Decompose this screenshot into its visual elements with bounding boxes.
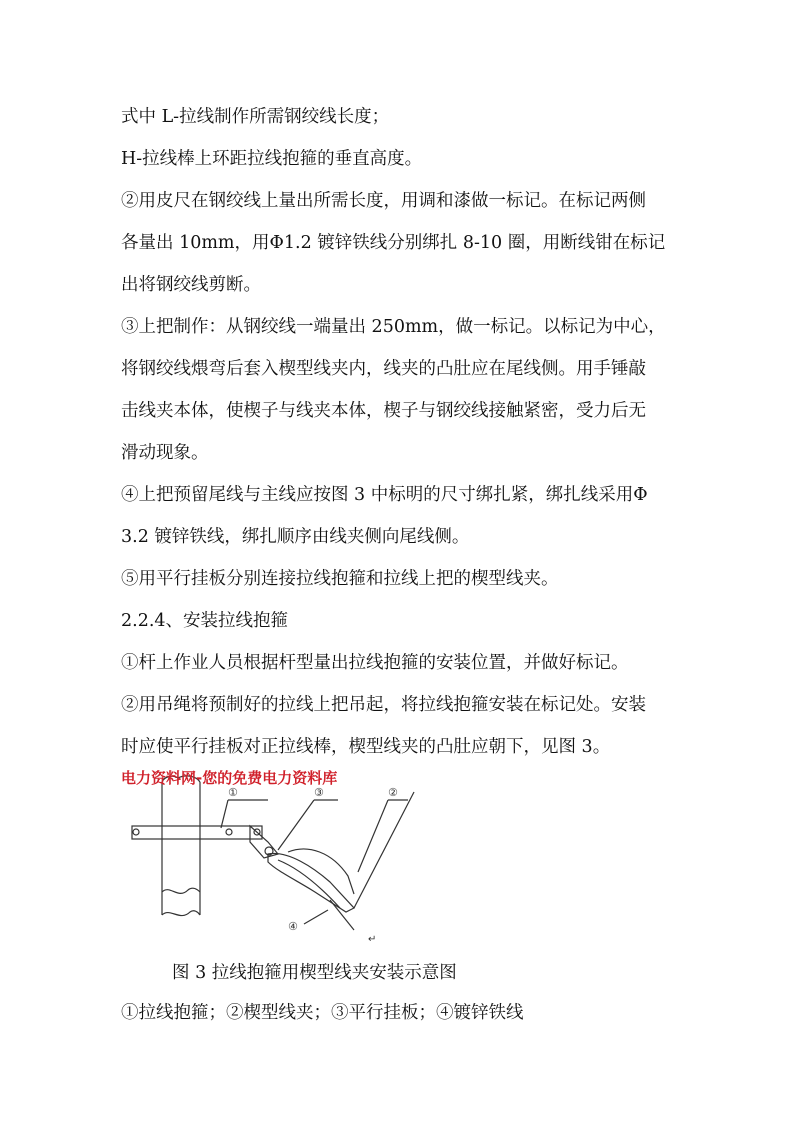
text-line-8: 击线夹本体，使楔子与线夹本体，楔子与钢绞线接触紧密，受力后无 <box>121 401 646 421</box>
leader-3 <box>278 800 314 850</box>
text-line-9: 滑动现象。 <box>121 443 209 463</box>
figure-caption: 图 3 拉线抱箍用楔型线夹安装示意图 <box>172 963 457 983</box>
callout-1: ① <box>228 786 238 799</box>
callout-3: ③ <box>314 786 324 799</box>
figure-3-diagram <box>118 772 418 947</box>
text-line-7: 将钢绞线煨弯后套入楔型线夹内，线夹的凸肚应在尾线侧。用手锤敲 <box>121 359 646 379</box>
wedge-bulge <box>288 849 354 894</box>
text-line-14: ①杆上作业人员根据杆型量出拉线抱箍的安装位置，并做好标记。 <box>121 653 629 673</box>
text-line-16: 时应使平行挂板对正拉线棒，楔型线夹的凸肚应朝下，见图 3。 <box>121 737 611 757</box>
text-line-12: ⑤用平行挂板分别连接拉线抱箍和拉线上把的楔型线夹。 <box>121 569 559 589</box>
leader-4 <box>304 910 328 924</box>
text-line-11: 3.2 镀锌铁线，绑扎顺序由线夹侧向尾线侧。 <box>121 527 470 547</box>
wedge-clamp-body <box>268 853 354 912</box>
return-mark: ↵ <box>368 934 377 945</box>
text-line-6: ③上把制作：从钢绞线一端量出 250mm，做一标记。以标记为中心， <box>121 317 666 337</box>
text-line-4: 各量出 10mm，用Φ1.2 镀锌铁线分别绑扎 8-10 圈，用断线钳在标记 <box>121 233 666 253</box>
watermark-text: 电力资料网-您的免费电力资料库 <box>121 769 338 787</box>
callout-4: ④ <box>288 920 298 933</box>
pole-break-lower <box>162 911 200 916</box>
leader-1 <box>221 800 228 828</box>
diagram-strokes <box>132 776 414 930</box>
clamp-diagram-svg <box>118 772 418 947</box>
text-line-3: ②用皮尺在钢绞线上量出所需长度，用调和漆做一标记。在标记两侧 <box>121 191 646 211</box>
section-heading: 2.2.4、安装拉线抱箍 <box>121 611 289 631</box>
bolt-middle <box>226 829 232 835</box>
callout-labels <box>228 786 398 945</box>
bolt-left <box>133 829 139 835</box>
pole-break <box>162 888 200 893</box>
text-line-5: 出将钢绞线剪断。 <box>121 275 261 295</box>
figure-legend: ①拉线抱箍；②楔型线夹；③平行挂板；④镀锌铁线 <box>121 1003 524 1023</box>
text-line-2: H-拉线棒上环距拉线抱箍的垂直高度。 <box>121 149 423 169</box>
text-line-10: ④上把预留尾线与主线应按图 3 中标明的尺寸绑扎紧，绑扎线采用Φ <box>121 485 648 505</box>
callout-2: ② <box>388 786 398 799</box>
text-line-15: ②用吊绳将预制好的拉线上把吊起，将拉线抱箍安装在标记处。安装 <box>121 695 646 715</box>
leader-2 <box>358 800 388 872</box>
clamp-band <box>132 826 262 839</box>
text-line-1: 式中 L-拉线制作所需钢绞线长度； <box>121 107 390 127</box>
